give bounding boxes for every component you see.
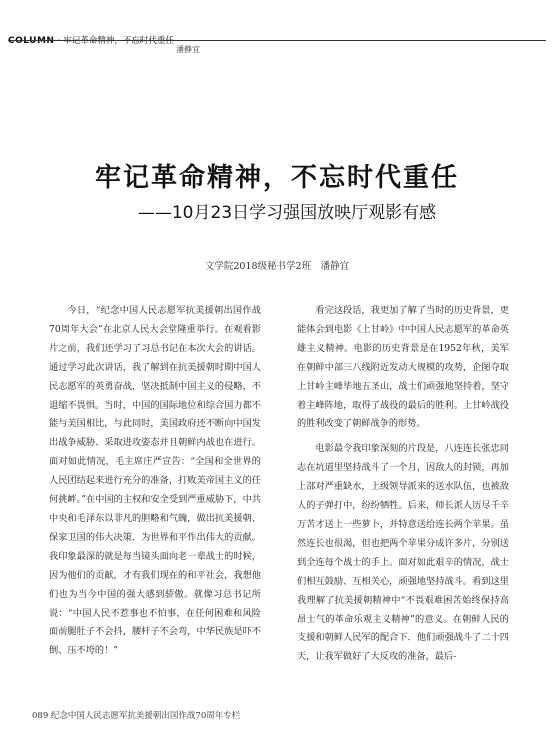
column-title: 牢记革命精神，不忘时代重任 <box>63 36 174 46</box>
column-label: COLUMN <box>8 36 55 46</box>
paragraph: 电影最令我印象深刻的片段是，八连连长张忠同志在坑道里坚持战斗了一个月，因敌人的封锁，再加上部对严重缺水，上级领导派来的送水队伍，也被敌人的子弹打中，纷纷牺牲。后来，师长派人历尽千辛万苦才送上一些萝卜，并特意送给连长两个苹果。虽然连长也很渴，但也把两个苹果分成许多片，分别送到全连每个战士的手上。面对如此艰辛的情况，战士们相互鼓励、互相关心，顽强地坚持战斗。看到这里我理解了抗美援朝精神中“不畏艰难困苦始终保持高昂士气的革命乐观主义精神”的意义。在朝鲜人民的支援和朝鲜人民军的配合下．他们顽强战斗了二十四天，让我军做好了大反攻的准备，最后- <box>297 443 509 663</box>
page-footer: 089 纪念中国人民志愿军抗美援朝出国作战70周年专栏 <box>32 711 241 721</box>
header-author: 潘静宜 <box>176 45 200 54</box>
article-subtitle: ——10月23日学习强国放映厅观影有感 <box>137 203 437 223</box>
paragraph: 今日，“纪念中国人民志愿军抗美援朝出国作战70周年大会”在北京人民大会堂隆重举行。在观看影片之前，我们还学习了习总书记在本次大会的讲话。通过学习此次讲话，我了解到在抗美援朝时期中国人民志愿军的英勇奋战，坚决抵制中国主义的侵略，不退缩不畏惧。当时，中国的国际地位和综合国力都不能与美国相比，与此同时，美国政府还不断向中国发出战争威胁、采取进攻姿态并且朝鲜内战也在进行。面对如此情况，毛主席庄严宣告：“全国和全世界的人民团结起来进行充分的准备，打败美帝国主义的任何挑衅。”在中国的主权和安全受到严重威胁下，中共中央和毛泽东以非凡的胆略和气魄，做出抗美援朝、保家卫国的伟大决策．为世界和平作出伟大的贡献。我印象最深的就是每当镜头面向老一辈战士的时候，因为他们的贡献，才有我们现在的和平社会，我想他们也为当今中国的强大感到骄傲。就像习总书记所说：“中国人民不惹事也不怕事，在任何困难和风险面前腿肚子不会抖，腰杆子不会弯，中华民族是吓不倒、压不垮的！” <box>49 305 261 657</box>
right-text-column <box>297 302 509 673</box>
article-title: 牢记革命精神，不忘时代重任 <box>94 163 459 193</box>
article-byline: 文学院2018级秘书学2班 潘静宜 <box>204 261 350 272</box>
header-rule <box>8 40 546 41</box>
paragraph: 看完这段话，我更加了解了当时的历史背景，更能体会到电影《上甘岭》中中国人民志愿军的革命英雄主义精神。电影的历史背景是在1952年秋，美军在朝鲜中部三八线附近发动大规模的攻势，企图夺取上甘岭主峰毕地五圣山，战士们顽强地坚持着，坚守着主峰阵地，取得了战役的最后的胜利。上甘岭战役的胜利改变了朝鲜战争的形势。 <box>297 305 509 430</box>
column-separator-dot: · <box>57 36 61 46</box>
left-text-column <box>49 302 261 667</box>
